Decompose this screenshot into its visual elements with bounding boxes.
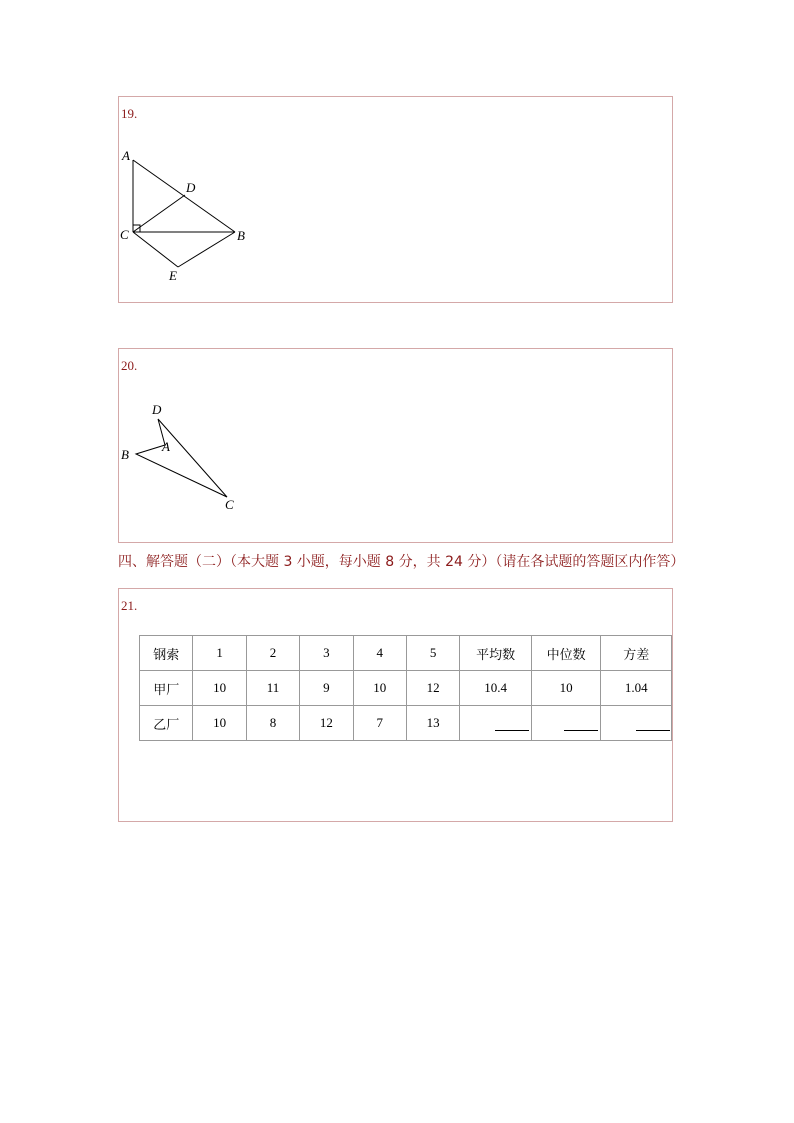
label-d: D <box>186 180 196 195</box>
mean-answer-blank[interactable] <box>495 718 529 731</box>
median-cell: 10 <box>531 671 601 706</box>
label-e: E <box>169 268 177 283</box>
table-cell: 12 <box>300 706 353 741</box>
table-cell: 9 <box>300 671 353 706</box>
table-cell: 12 <box>406 671 459 706</box>
header-cell: 1 <box>193 636 246 671</box>
data-table <box>139 635 672 741</box>
table-cell: 10 <box>193 706 246 741</box>
header-cell: 4 <box>353 636 406 671</box>
geometry-figure-19 <box>119 97 269 297</box>
median-answer-blank[interactable] <box>564 718 598 731</box>
question-number-20: 20. <box>121 358 138 373</box>
header-cell: 钢索 <box>140 636 193 671</box>
header-cell: 中位数 <box>531 636 601 671</box>
header-cell: 方差 <box>601 636 672 671</box>
geometry-figure-20 <box>119 349 269 529</box>
table-cell: 13 <box>406 706 459 741</box>
segment-eb <box>178 232 235 267</box>
median-blank-cell[interactable] <box>531 706 601 741</box>
mean-blank-cell[interactable] <box>460 706 532 741</box>
table-cell: 8 <box>246 706 299 741</box>
table-row <box>140 706 672 741</box>
table-cell: 7 <box>353 706 406 741</box>
row-label: 乙厂 <box>140 706 193 741</box>
variance-cell: 1.04 <box>601 671 672 706</box>
answer-box-19 <box>118 96 673 303</box>
row-label: 甲厂 <box>140 671 193 706</box>
question-number-19: 19. <box>121 106 138 121</box>
variance-blank-cell[interactable] <box>601 706 672 741</box>
label-a: A <box>122 148 130 163</box>
variance-answer-blank[interactable] <box>636 718 670 731</box>
header-cell: 5 <box>406 636 459 671</box>
header-cell: 平均数 <box>460 636 532 671</box>
mean-cell: 10.4 <box>460 671 532 706</box>
table-cell: 11 <box>246 671 299 706</box>
answer-box-20 <box>118 348 673 543</box>
segment-cd <box>133 195 185 232</box>
label-c: C <box>225 497 234 512</box>
label-c: C <box>120 227 129 242</box>
label-b: B <box>121 447 129 462</box>
segment-ce <box>133 232 178 267</box>
question-number-21: 21. <box>121 598 138 613</box>
label-a: A <box>162 439 170 454</box>
label-b: B <box>237 228 245 243</box>
figure-outline <box>136 419 227 497</box>
header-cell: 2 <box>246 636 299 671</box>
table-row <box>140 671 672 706</box>
table-cell: 10 <box>193 671 246 706</box>
section-heading: 四、解答题（二）（本大题 3 小题，每小题 8 分，共 24 分）（请在各试题的答题区内作答） <box>118 554 685 570</box>
table-header-row <box>140 636 672 671</box>
table-cell: 10 <box>353 671 406 706</box>
label-d: D <box>152 402 162 417</box>
answer-box-21 <box>118 588 673 822</box>
header-cell: 3 <box>300 636 353 671</box>
